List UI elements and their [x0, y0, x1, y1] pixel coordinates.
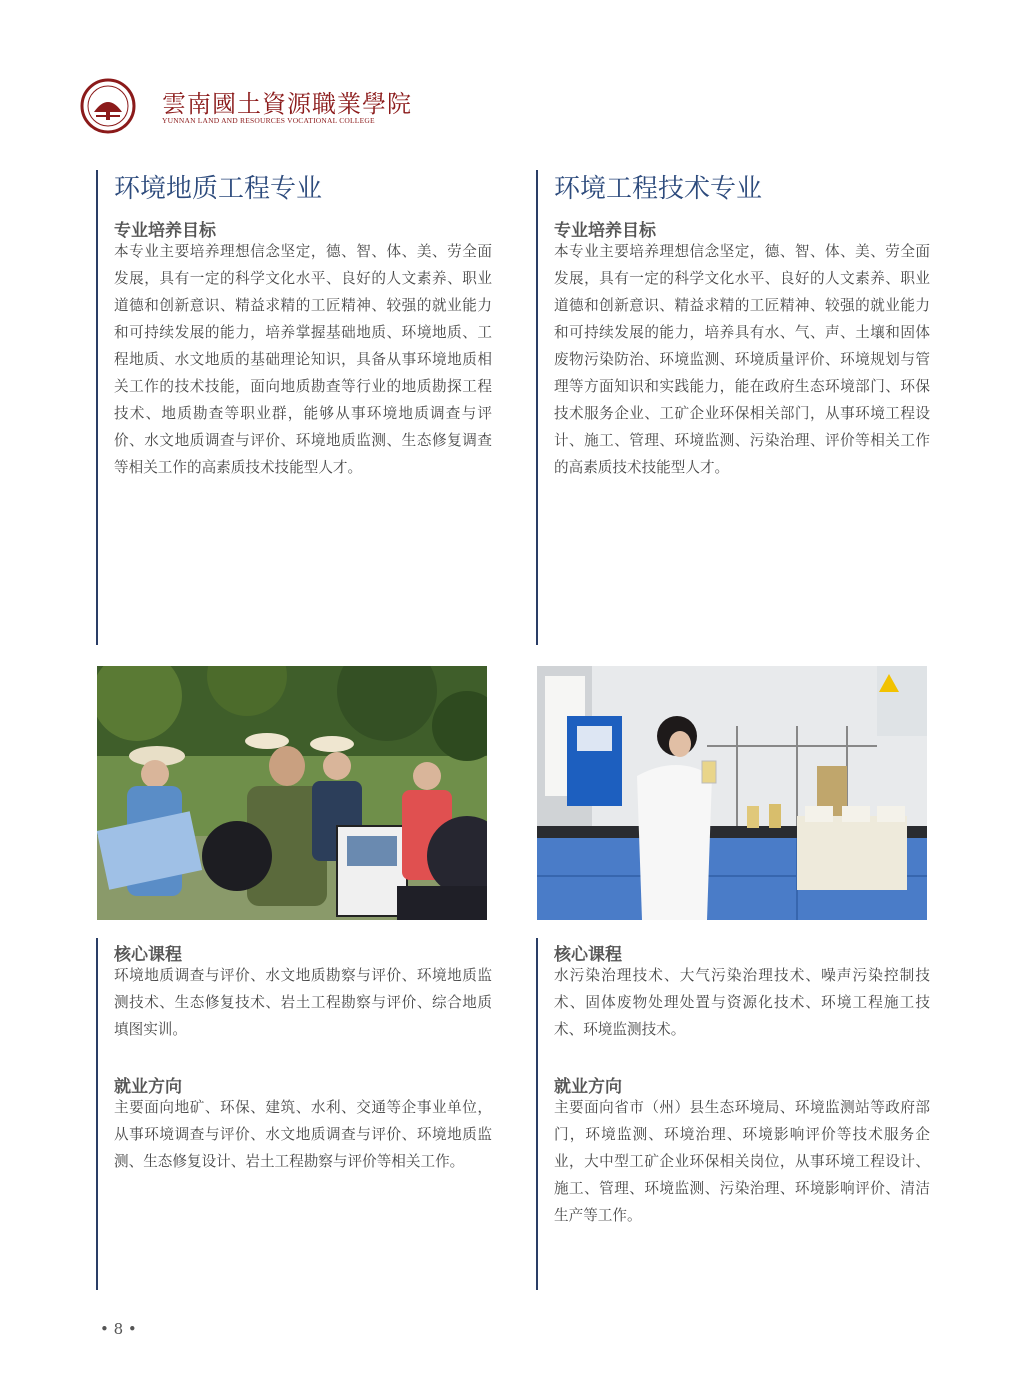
right-top-rule — [536, 170, 538, 645]
college-emblem-icon — [80, 78, 136, 134]
left-goal-text: 本专业主要培养理想信念坚定，德、智、体、美、劳全面发展，具有一定的科学文化水平、良好的人文素养、职业道德和创新意识、精益求精的工匠精神、较强的就业能力和可持续发展的能力，培养掌握基础地质、环境地质、工程地质、水文地质的基础理论知识，具备从事环境地质相关工作的技术技能，面向地质勘查等行业的地质勘探工程技术、地质勘查等职业群，能够从事环境地质调查与评价、水文地质调查与评价、环境地质监测、生态修复调查等相关工作的高素质技术技能型人才。 — [114, 243, 492, 476]
right-goal-text: 本专业主要培养理想信念坚定，德、智、体、美、劳全面发展，具有一定的科学文化水平、良好的人文素养、职业道德和创新意识、精益求精的工匠精神、较强的就业能力和可持续发展的能力，培养具有水、气、声、土壤和固体废物污染防治、环境监测、环境质量评价、环境规划与管理等方面知识和实践能力，能在政府生态环境部门、环保技术服务企业、工矿企业环保相关部门，从事环境工程设计、施工、管理、环境监测、污染治理、评价等相关工作的高素质技术技能型人才。 — [554, 243, 930, 476]
right-job-heading: 就业方向 — [554, 1077, 622, 1097]
right-goal-heading: 专业培养目标 — [554, 221, 656, 241]
right-course-heading: 核心课程 — [554, 945, 622, 965]
left-course-text: 环境地质调查与评价、水文地质勘察与评价、环境地质监测技术、生态修复技术、岩土工程勘察与评价、综合地质填图实训。 — [114, 967, 492, 1038]
right-major-title: 环境工程技术专业 — [554, 174, 763, 204]
right-course-text: 水污染治理技术、大气污染治理技术、噪声污染控制技术、固体废物处理处置与资源化技术、环境工程施工技术、环境监测技术。 — [554, 967, 930, 1038]
left-job-heading: 就业方向 — [114, 1077, 182, 1097]
left-job-text: 主要面向地矿、环保、建筑、水利、交通等企事业单位，从事环境调查与评价、水文地质调查与评价、环境地质监测、生态修复设计、岩土工程勘察与评价等相关工作。 — [114, 1099, 492, 1170]
right-job-text: 主要面向省市（州）县生态环境局、环境监测站等政府部门，环境监测、环境治理、环境影响评价等技术服务企业，大中型工矿企业环保相关岗位，从事环境工程设计、施工、管理、环境监测、污染治理、环境影响评价、清洁生产等工作。 — [554, 1099, 930, 1224]
left-course-heading: 核心课程 — [114, 945, 182, 965]
laboratory-photo — [537, 666, 927, 920]
college-name-en: YUNNAN LAND AND RESOURCES VOCATIONAL COLLEGE — [162, 116, 375, 125]
field-survey-photo — [97, 666, 487, 920]
college-name-cn: 雲南國土資源職業學院 — [162, 90, 412, 118]
left-goal-heading: 专业培养目标 — [114, 221, 216, 241]
right-bottom-rule — [536, 938, 538, 1290]
left-major-title: 环境地质工程专业 — [114, 174, 323, 204]
college-logo — [80, 78, 412, 134]
left-bottom-rule — [96, 938, 98, 1290]
left-top-rule — [96, 170, 98, 645]
page-number: • 8 • — [100, 1320, 137, 1338]
